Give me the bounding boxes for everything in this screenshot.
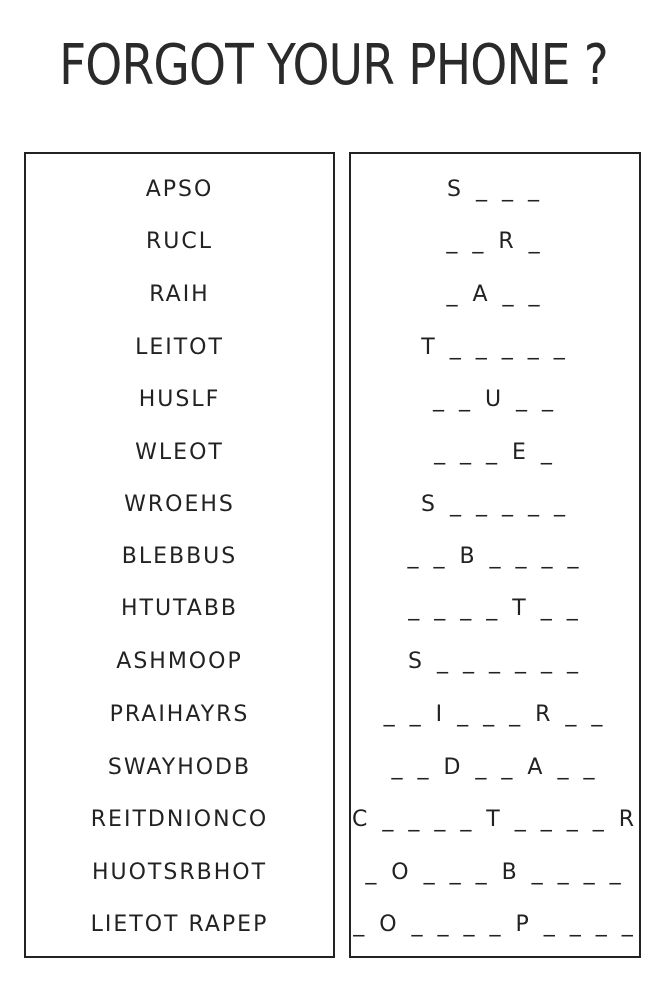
- hints-panel: [349, 152, 641, 958]
- scrambled-word: SWAYHODB: [107, 755, 252, 780]
- hint-pattern: _ _ R _: [446, 229, 544, 254]
- scrambled-word: ASHMOOP: [116, 649, 243, 674]
- scrambled-word: HUSLF: [138, 387, 221, 412]
- scrambled-words-panel: [24, 152, 335, 958]
- hint-pattern: _ _ U _ _: [432, 387, 558, 412]
- page-title: FORGOT YOUR PHONE ?: [59, 33, 608, 98]
- scrambled-word: RAIH: [149, 282, 210, 307]
- hint-pattern: _ O _ _ _ B _ _ _ _: [365, 860, 625, 885]
- scrambled-word: HUOTSRBHOT: [91, 860, 268, 885]
- scrambled-word: REITDNIONCO: [90, 807, 269, 832]
- hint-pattern: S _ _ _: [447, 177, 543, 202]
- hint-pattern: _ _ I _ _ _ R _ _: [383, 702, 607, 727]
- scrambled-word: HTUTABB: [120, 596, 239, 621]
- hint-pattern: _ _ B _ _ _ _: [407, 544, 583, 569]
- scrambled-word: BLEBBUS: [121, 544, 238, 569]
- scrambled-word: WLEOT: [135, 440, 224, 465]
- scrambled-word: LIETOT RAPEP: [90, 912, 269, 937]
- scrambled-word: LEITOT: [135, 335, 224, 360]
- hint-pattern: _ A _ _: [446, 282, 544, 307]
- hint-pattern: T _ _ _ _ _: [421, 335, 569, 360]
- scrambled-word: APSO: [145, 177, 214, 202]
- hint-pattern: _ _ _ E _: [434, 440, 556, 465]
- scrambled-word: PRAIHAYRS: [109, 702, 250, 727]
- hint-pattern: C _ _ _ _ T _ _ _ _ R: [351, 807, 639, 832]
- hint-pattern: S _ _ _ _ _: [421, 492, 569, 517]
- hint-pattern: _ O _ _ _ _ P _ _ _ _: [353, 912, 637, 937]
- scrambled-word: RUCL: [145, 229, 213, 254]
- hint-pattern: _ _ D _ _ A _ _: [391, 755, 599, 780]
- hint-pattern: S _ _ _ _ _ _: [408, 649, 582, 674]
- scrambled-word: WROEHS: [124, 492, 235, 517]
- hint-pattern: _ _ _ _ T _ _: [408, 596, 582, 621]
